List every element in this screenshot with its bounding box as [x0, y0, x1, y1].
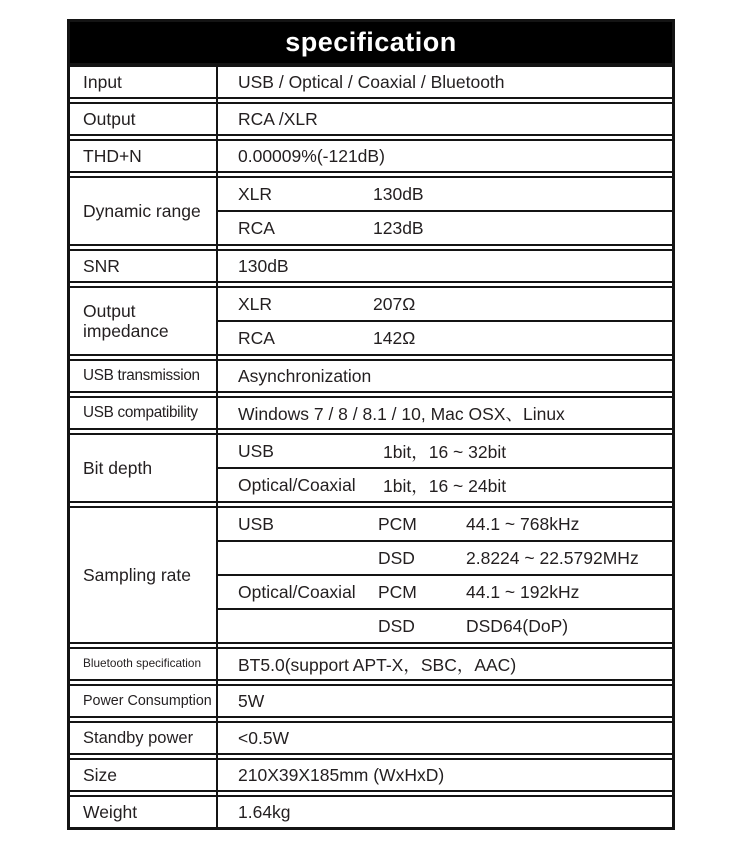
row-label: Output	[83, 108, 136, 129]
subrow-value: 123dB	[373, 217, 424, 238]
row-label: THD+N	[83, 145, 142, 166]
subrow	[218, 212, 672, 244]
row-value: Asynchronization	[238, 365, 372, 386]
row-label: USB compatibility	[83, 404, 198, 422]
subrow-value: DSD64(DoP)	[466, 615, 569, 636]
subrow-value: 130dB	[373, 183, 424, 204]
spec-row-bluetooth	[70, 647, 672, 681]
spec-row-snr	[70, 249, 672, 283]
subrow-value: 1bit，16 ~ 32bit	[383, 441, 507, 462]
table-header	[70, 22, 672, 65]
column-divider	[216, 65, 218, 827]
row-value: 1.64kg	[238, 801, 291, 822]
specification-table	[67, 19, 675, 830]
spec-row-input	[70, 65, 672, 99]
subrow-port: USB	[238, 513, 274, 534]
subrow	[218, 178, 672, 212]
subrow-port: XLR	[238, 293, 273, 314]
row-label: Weight	[83, 801, 138, 822]
row-value: 0.00009%(-121dB)	[238, 145, 385, 166]
row-label: Bit depth	[83, 457, 153, 478]
spec-row-dynamic-range	[70, 176, 672, 246]
subrow-value: 44.1 ~ 192kHz	[466, 581, 580, 602]
row-value: 5W	[238, 690, 265, 711]
spec-row-output	[70, 102, 672, 136]
row-label: Output impedance	[83, 300, 169, 341]
subrow-value: 142Ω	[373, 327, 416, 348]
spec-row-bit-depth	[70, 433, 672, 503]
subrow-value: 2.8224 ~ 22.5792MHz	[466, 547, 639, 568]
subrow	[218, 288, 672, 322]
subrow	[218, 508, 672, 542]
spec-row-sampling-rate	[70, 506, 672, 644]
subrow-format: PCM	[378, 581, 417, 602]
table-body	[70, 65, 672, 827]
spec-row-usb-compatibility	[70, 396, 672, 430]
subrow	[218, 542, 672, 576]
row-value: Windows 7 / 8 / 8.1 / 10, Mac OSX、Linux	[238, 403, 565, 424]
subrow-port: RCA	[238, 217, 275, 238]
row-label: Power Consumption	[83, 692, 212, 709]
subrow-port: RCA	[238, 327, 275, 348]
subrow	[218, 435, 672, 469]
row-label: SNR	[83, 255, 120, 276]
spec-row-thdn	[70, 139, 672, 173]
row-label: Size	[83, 764, 118, 785]
row-label: Standby power	[83, 728, 194, 747]
spec-row-usb-transmission	[70, 359, 672, 393]
row-value: 130dB	[238, 255, 289, 276]
spec-row-standby-power	[70, 721, 672, 755]
spec-row-output-impedance	[70, 286, 672, 356]
table-title: specification	[285, 27, 457, 57]
subrow	[218, 610, 672, 642]
subrow-port: Optical/Coaxial	[238, 581, 356, 602]
row-label: Bluetooth specification	[83, 656, 202, 671]
row-label: Dynamic range	[83, 200, 201, 221]
subrow-value: 44.1 ~ 768kHz	[466, 513, 580, 534]
subrow-port: USB	[238, 440, 274, 461]
row-value: 210X39X185mm (WxHxD)	[238, 764, 445, 785]
row-value: USB / Optical / Coaxial / Bluetooth	[238, 71, 505, 92]
subrow-format: DSD	[378, 547, 415, 568]
subrow-format: DSD	[378, 615, 415, 636]
subrow	[218, 469, 672, 501]
row-value: RCA /XLR	[238, 108, 318, 129]
subrow	[218, 322, 672, 354]
row-value: <0.5W	[238, 727, 290, 748]
subrow-value: 1bit，16 ~ 24bit	[383, 475, 507, 496]
row-value: BT5.0(support APT-X，SBC，AAC)	[238, 654, 517, 675]
row-label: USB transmission	[83, 367, 200, 385]
row-label: Input	[83, 71, 122, 92]
subrow	[218, 576, 672, 610]
spec-row-weight	[70, 795, 672, 827]
row-label: Sampling rate	[83, 564, 191, 585]
subrow-port: Optical/Coaxial	[238, 474, 356, 495]
subrow-port: XLR	[238, 183, 273, 204]
subrow-value: 207Ω	[373, 293, 416, 314]
subrow-format: PCM	[378, 513, 417, 534]
spec-row-size	[70, 758, 672, 792]
spec-row-power-consumption	[70, 684, 672, 718]
